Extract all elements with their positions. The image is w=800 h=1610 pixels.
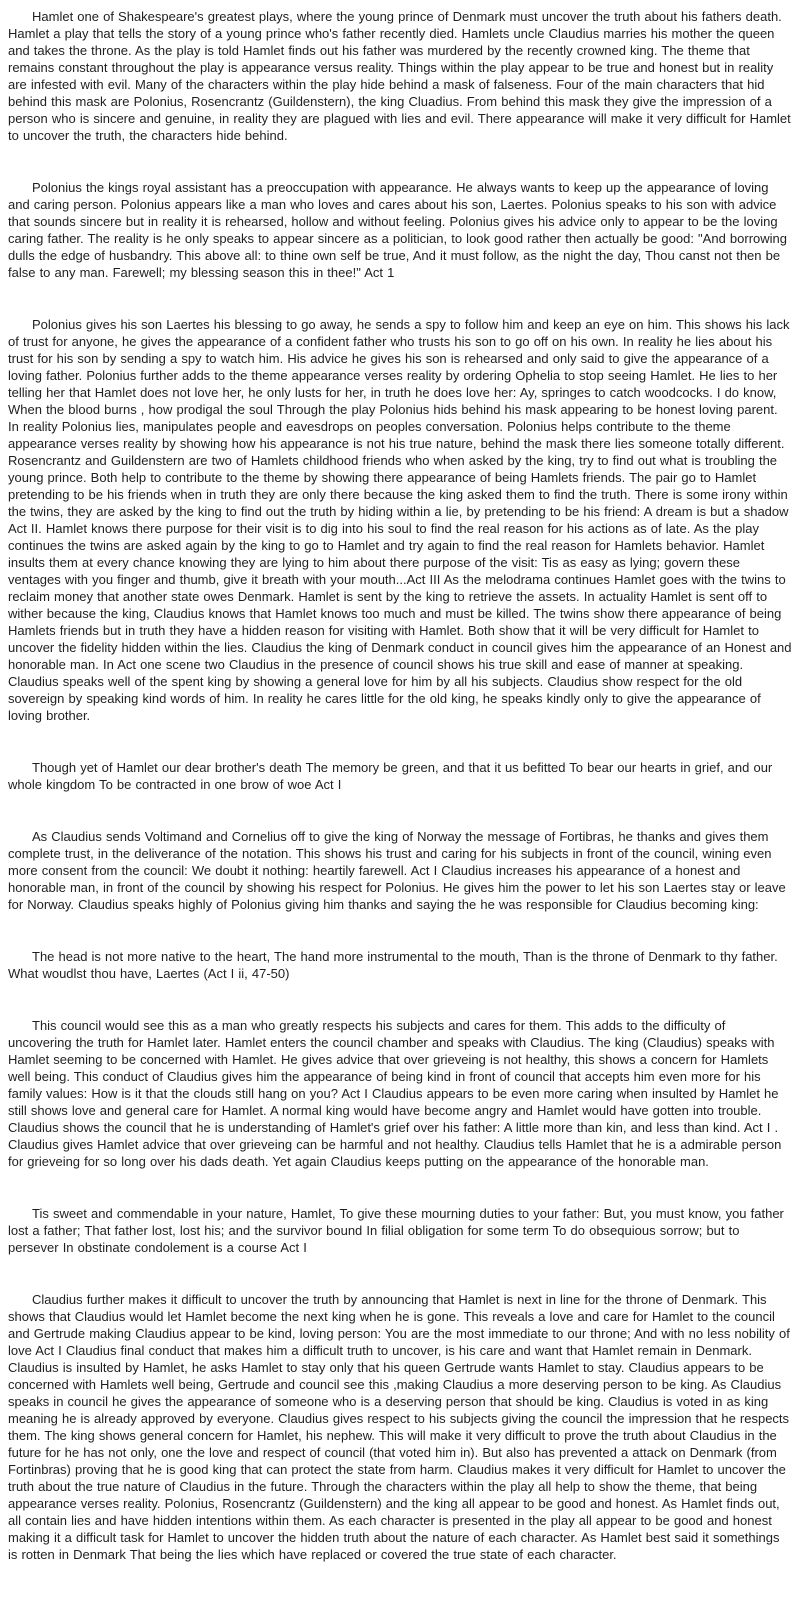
essay-paragraph-intro: Hamlet one of Shakespeare's greatest plays, where the young prince of Denmark must uncover the truth about his fathers death. Hamlet a play that tells the story of a young prince who's father recently died. Hamlets uncle Claudius marries his mother the queen and takes the throne. As the play is told Hamlet finds out his father was murdered by the recently crowned king. The theme that remains constant throughout the play is appearance versus reality. Things within the play appear to be true and honest but in reality are infested with evil. Many of the characters within the play hide behind a mask of falseness. Four of the main characters that hid behind this mask are Polonius, Rosencrantz (Guildenstern), the king Cluadius. From behind this mask they give the impression of a person who is sincere and genuine, in reality they are plagued with lies and evil. There appearance will make it very difficult for Hamlet to uncover the truth, the characters hide behind. xyxy=(8,9,791,143)
essay-paragraph-conclusion: Claudius further makes it difficult to uncover the truth by announcing that Hamlet is next in line for the throne of Denmark. This shows that Claudius would let Hamlet become the next king when he is gone. This reveals a love and care for Hamlet to the council and Gertrude making Claudius appear to be kind, loving person: You are the most immediate to our throne; And with no less nobility of love Act I Claudius final conduct that makes him a difficult truth to uncover, is his care and want that Hamlet remain in Denmark. Claudius is insulted by Hamlet, he asks Hamlet to stay only that his queen Gertrude wants Hamlet to stay. Claudius appears to be concerned with Hamlets well being, Gertrude and council see this ,making Claudius a more deserving person to be king. As Claudius speaks in council he gives the appearance of someone who is a deserving person that should be king. Claudius is voted in as king meaning he is already approved by everyone. Claudius gives respect to his subjects giving the council the impression that he respects them. The king shows general concern for Hamlet, his nephew. This will make it very difficult to prove the truth about Claudius in the future for he has not only, one the love and respect of council (that voted him in). But also has prevented a attack on Denmark (from Fortinbras) proving that he is good king that can protect the state from harm. Claudius makes it very difficult for Hamlet to uncover the truth about the true nature of Claudius in the future. Through the characters within the play all help to show the theme, that being appearance verses reality. Polonius, Rosencrantz (Guildenstern) and the king all appear to be good and honest. As Hamlet finds out, all contain lies and have hidden intentions within them. As each character is presented in the play all appear to be good and honest making it a difficult task for Hamlet to uncover the hidden truth about the nature of each character. As Hamlet best said it somethings is rotten in Denmark That being the lies which have replaced or covered the true state of each character. xyxy=(8,1292,790,1562)
essay-paragraph-voltimand-cornelius: As Claudius sends Voltimand and Cornelius off to give the king of Norway the message of Fortibras, he thanks and gives them complete trust, in the deliverance of the notation. This shows his trust and caring for his subjects in front of the council, wining even more consent from the council: We doubt it nothing: heartily farewell. Act I Claudius increases his appearance of a honest and honorable man, in front of the council by showing his respect for Polonius. He gives him the power to let his son Laertes stay or leave for Norway. Claudius speaks highly of Polonius giving him thanks and saying the he was responsible for Claudius becoming king: xyxy=(8,829,786,912)
essay-paragraph-council: This council would see this as a man who greatly respects his subjects and cares for them. This adds to the difficulty of uncovering the truth for Hamlet later. Hamlet enters the council chamber and speaks with Claudius. The king (Claudius) speaks with Hamlet seeming to be concerned with Hamlet. He gives advice that over grieveing is not healthy, this shows a concern for Hamlets well being. This conduct of Claudius gives him the appearance of being kind in front of council that accepts him even more for his family values: How is it that the clouds still hang on you? Act I Claudius appears to be even more caring when insulted by Hamlet he still shows love and general care for Hamlet. A normal king would have become angry and Hamlet would have gotten into trouble. Claudius shows the council that he is understanding of Hamlet's grief over his father: A little more than kin, and less than kind. Act I . Claudius gives Hamlet advice that over grieveing can be harmful and not healthy. Claudius tells Hamlet that he is a admirable person for grieveing for so long over his dads death. Yet again Claudius keeps putting on the appearance of the honorable man. xyxy=(8,1018,782,1169)
hamlet-essay-body xyxy=(8,8,792,1563)
essay-paragraph-polonius: Polonius the kings royal assistant has a preoccupation with appearance. He always wants to keep up the appearance of loving and caring person. Polonius appears like a man who loves and cares about his son, Laertes. Polonius speaks to his son with advice that sounds sincere but in reality it is rehearsed, hollow and without feeling. Polonius gives his advice only to appear to be the loving caring father. The reality is he only speaks to appear sincere as a politician, to look good rather then actually be good: "And borrowing dulls the edge of husbandry. This above all: to thine own self be true, And it must follow, as the night the day, Thou canst not then be false to any man. Farewell; my blessing season this in thee!" Act 1 xyxy=(8,180,788,280)
essay-quote-brothers-death: Though yet of Hamlet our dear brother's death The memory be green, and that it us befitted To bear our hearts in grief, and our whole kingdom To be contracted in one brow of woe Act I xyxy=(8,760,773,792)
essay-quote-tis-sweet: Tis sweet and commendable in your nature, Hamlet, To give these mourning duties to your father: But, you must know, you father lost a father; That father lost, lost his; and the survivor bound In filial obligation for some term To do obsequious sorrow; but to persever In obstinate condolement is a course Act I xyxy=(8,1206,784,1255)
essay-quote-head-native-heart: The head is not more native to the heart, The hand more instrumental to the mouth, Than is the throne of Denmark to thy father. What woudlst thou have, Laertes (Act I ii, 47-50) xyxy=(8,949,778,981)
essay-paragraph-spy-twins-claudius: Polonius gives his son Laertes his blessing to go away, he sends a spy to follow him and keep an eye on him. This shows his lack of trust for anyone, he gives the appearance of a confident father who trusts his son to go off on his own. In reality he lies about his trust for his son by sending a spy to watch him. His advice he gives his son is rehearsed and only said to give the appearance of a loving father. Polonius further adds to the theme appearance verses reality by ordering Ophelia to stop seeing Hamlet. He lies to her telling her that Hamlet does not love her, he only lusts for her, in truth he does love her: Ay, springes to catch woodcocks. I do know, When the blood burns , how prodigal the soul Through the play Polonius hids behind his mask appearing to be honest loving parent. In reality Polonius lies, manipulates people and eavesdrops on peoples conversation. Polonius helps contribute to the theme appearance verses reality by showing how his appearance is not his true nature, behind the mask there lies someone totally different. Rosencrantz and Guildenstern are two of Hamlets childhood friends who when asked by the king, try to find out what is troubling the young prince. Both help to contribute to the theme by showing there appearance of being Hamlets friends. The pair go to Hamlet pretending to be his friends when in truth they are only there because the king asked them to find the truth. There is some irony within the twins, they are asked by the king to find out the truth by hiding within a lie, by pretending to be his friend: A dream is but a shadow Act II. Hamlet knows there purpose for their visit is to dig into his soul to find the real reason for his actions as of late. As the play continues the twins are asked again by the king to go to Hamlet and try again to find the real reason for Hamlets behavior. Hamlet insults them at every chance knowing they are lying to him about there purpose of the visit: Tis as easy as lying; govern these ventages with you finger and thumb, give it breath with your mouth...Act III As the melodrama continues Hamlet goes with the twins to reclaim money that another state owes Denmark. Hamlet is sent by the king to retrieve the assets. In actuality Hamlet is sent off to wither because the king, Claudius knows that Hamlet knows too much and must be killed. The twins show there appearance of being Hamlets friends but in truth they have a hidden reason for visiting with Hamlet. Both show that it will be very difficult for Hamlet to uncover the fidelity hidden within the lies. Claudius the king of Denmark conduct in council gives him the appearance of an Honest and honorable man. In Act one scene two Claudius in the presence of council shows his true skill and ease of manner at speaking. Claudius speaks well of the spent king by showing a general love for him by all his subjects. Claudius show respect for the old sovereign by speaking kind words of him. In reality he cares little for the old king, he speaks kindly only to give the appearance of loving brother. xyxy=(8,317,792,723)
